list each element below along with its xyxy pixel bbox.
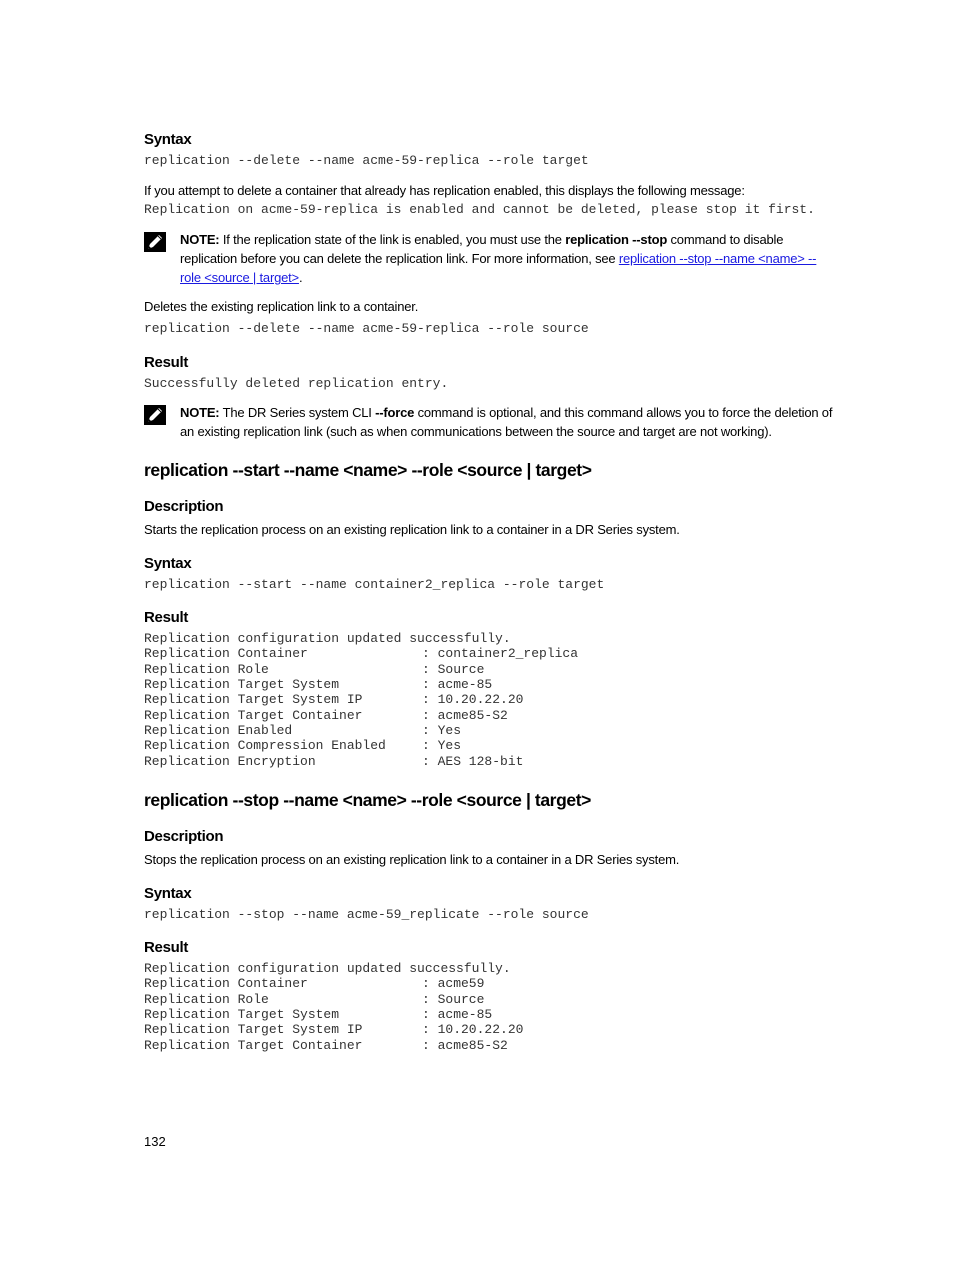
result-row: [144, 1007, 844, 1022]
result-rows: [144, 646, 844, 768]
syntax-code: replication --stop --name acme-59_replicate --role source: [144, 906, 589, 922]
result-code-block: [144, 961, 844, 1053]
section-title-stop: replication --stop --name <name> --role <source | target>: [144, 789, 591, 810]
result-row: [144, 1038, 844, 1053]
stop-command-link[interactable]: replication --stop --name <name> --role <source | target>: [180, 251, 817, 286]
result-row: [144, 708, 844, 723]
syntax-code: replication --delete --name acme-59-replica --role target: [144, 153, 589, 168]
result-key: Replication Container: [144, 976, 308, 992]
note-text-after: command is optional, and this command allows you to force the deletion of an existing replication link (such as when communications between the source and target are not working).: [180, 404, 833, 439]
result-value: : Source: [422, 661, 485, 677]
note-command: --force: [375, 404, 415, 420]
pencil-note-icon: [144, 232, 166, 252]
result-value: : acme85-S2: [422, 707, 508, 723]
note-command: replication --stop: [565, 232, 668, 248]
result-row: [144, 738, 844, 753]
note-text-before: The DR Series system CLI: [219, 404, 376, 420]
result-row: [144, 646, 844, 661]
result-key: Replication Role: [144, 661, 269, 677]
result-row: [144, 723, 844, 738]
note-label: NOTE:: [180, 404, 220, 420]
description-text: Stops the replication process on an existing replication link to a container in a DR Series system.: [144, 851, 680, 867]
result-heading: Result: [144, 609, 189, 627]
result-value: : AES 128-bit: [422, 753, 524, 769]
result-value: : acme-85: [422, 677, 493, 693]
note-text-after: command to disable replication before you can delete the replication link. For more information, see: [180, 232, 784, 267]
result-value: : acme85-S2: [422, 1037, 508, 1053]
paragraph: If you attempt to delete a container that already has replication enabled, this displays the following message:: [144, 183, 745, 199]
note-block: [144, 230, 834, 287]
result-row: [144, 677, 844, 692]
result-row: [144, 1022, 844, 1037]
result-key: Replication Target Container: [144, 707, 363, 723]
result-key: Replication Target System: [144, 677, 340, 693]
result-line: Replication configuration updated successfully.: [144, 631, 511, 647]
note-text: [180, 230, 834, 287]
result-key: Replication Enabled: [144, 722, 293, 738]
message-code: Replication on acme-59-replica is enabled and cannot be deleted, please stop it first.: [144, 202, 815, 218]
result-value: : Yes: [422, 722, 462, 738]
document-page: [144, 130, 844, 1053]
result-key: Replication Target Container: [144, 1037, 363, 1053]
pencil-note-icon: [144, 405, 166, 425]
result-row: [144, 992, 844, 1007]
result-row: [144, 754, 844, 769]
result-key: Replication Target System IP: [144, 1022, 363, 1038]
result-heading: Result: [144, 353, 189, 371]
result-value: : 10.20.22.20: [422, 692, 524, 708]
result-key: Replication Compression Enabled: [144, 738, 386, 754]
syntax-heading: Syntax: [144, 884, 192, 902]
delete-source-code: replication --delete --name acme-59-replica --role source: [144, 321, 589, 337]
description-text: Starts the replication process on an existing replication link to a container in a DR Series system.: [144, 521, 680, 537]
result-row: [144, 662, 844, 677]
syntax-code: replication --start --name container2_replica --role target: [144, 576, 605, 592]
note-block: [144, 403, 834, 441]
note-text: [180, 403, 834, 441]
result-rows: [144, 976, 844, 1052]
paragraph: Deletes the existing replication link to a container.: [144, 299, 419, 315]
result-key: Replication Encryption: [144, 753, 316, 769]
page-number: 132: [144, 1134, 166, 1149]
result-key: Replication Container: [144, 646, 308, 662]
result-value: : acme59: [422, 976, 485, 992]
result-value: : Yes: [422, 738, 462, 754]
note-label: NOTE:: [180, 232, 220, 248]
result-code-block: [144, 631, 844, 769]
result-key: Replication Role: [144, 991, 269, 1007]
description-heading: Description: [144, 827, 224, 845]
result-value: : Source: [422, 991, 485, 1007]
section-title-start: replication --start --name <name> --role <source | target>: [144, 459, 592, 480]
description-heading: Description: [144, 497, 224, 515]
syntax-heading: Syntax: [144, 554, 192, 572]
result-key: Replication Target System: [144, 1007, 340, 1023]
result-row: [144, 976, 844, 991]
result-heading: Result: [144, 939, 189, 957]
note-text-before: If the replication state of the link is enabled, you must use the: [219, 232, 566, 248]
result-value: : acme-85: [422, 1007, 493, 1023]
result-line: Replication configuration updated successfully.: [144, 961, 511, 977]
note-end: .: [298, 270, 303, 286]
result-row: [144, 692, 844, 707]
result-value: : container2_replica: [422, 646, 579, 662]
syntax-heading: Syntax: [144, 131, 192, 148]
result-code: Successfully deleted replication entry.: [144, 375, 449, 391]
result-value: : 10.20.22.20: [422, 1022, 524, 1038]
result-key: Replication Target System IP: [144, 692, 363, 708]
